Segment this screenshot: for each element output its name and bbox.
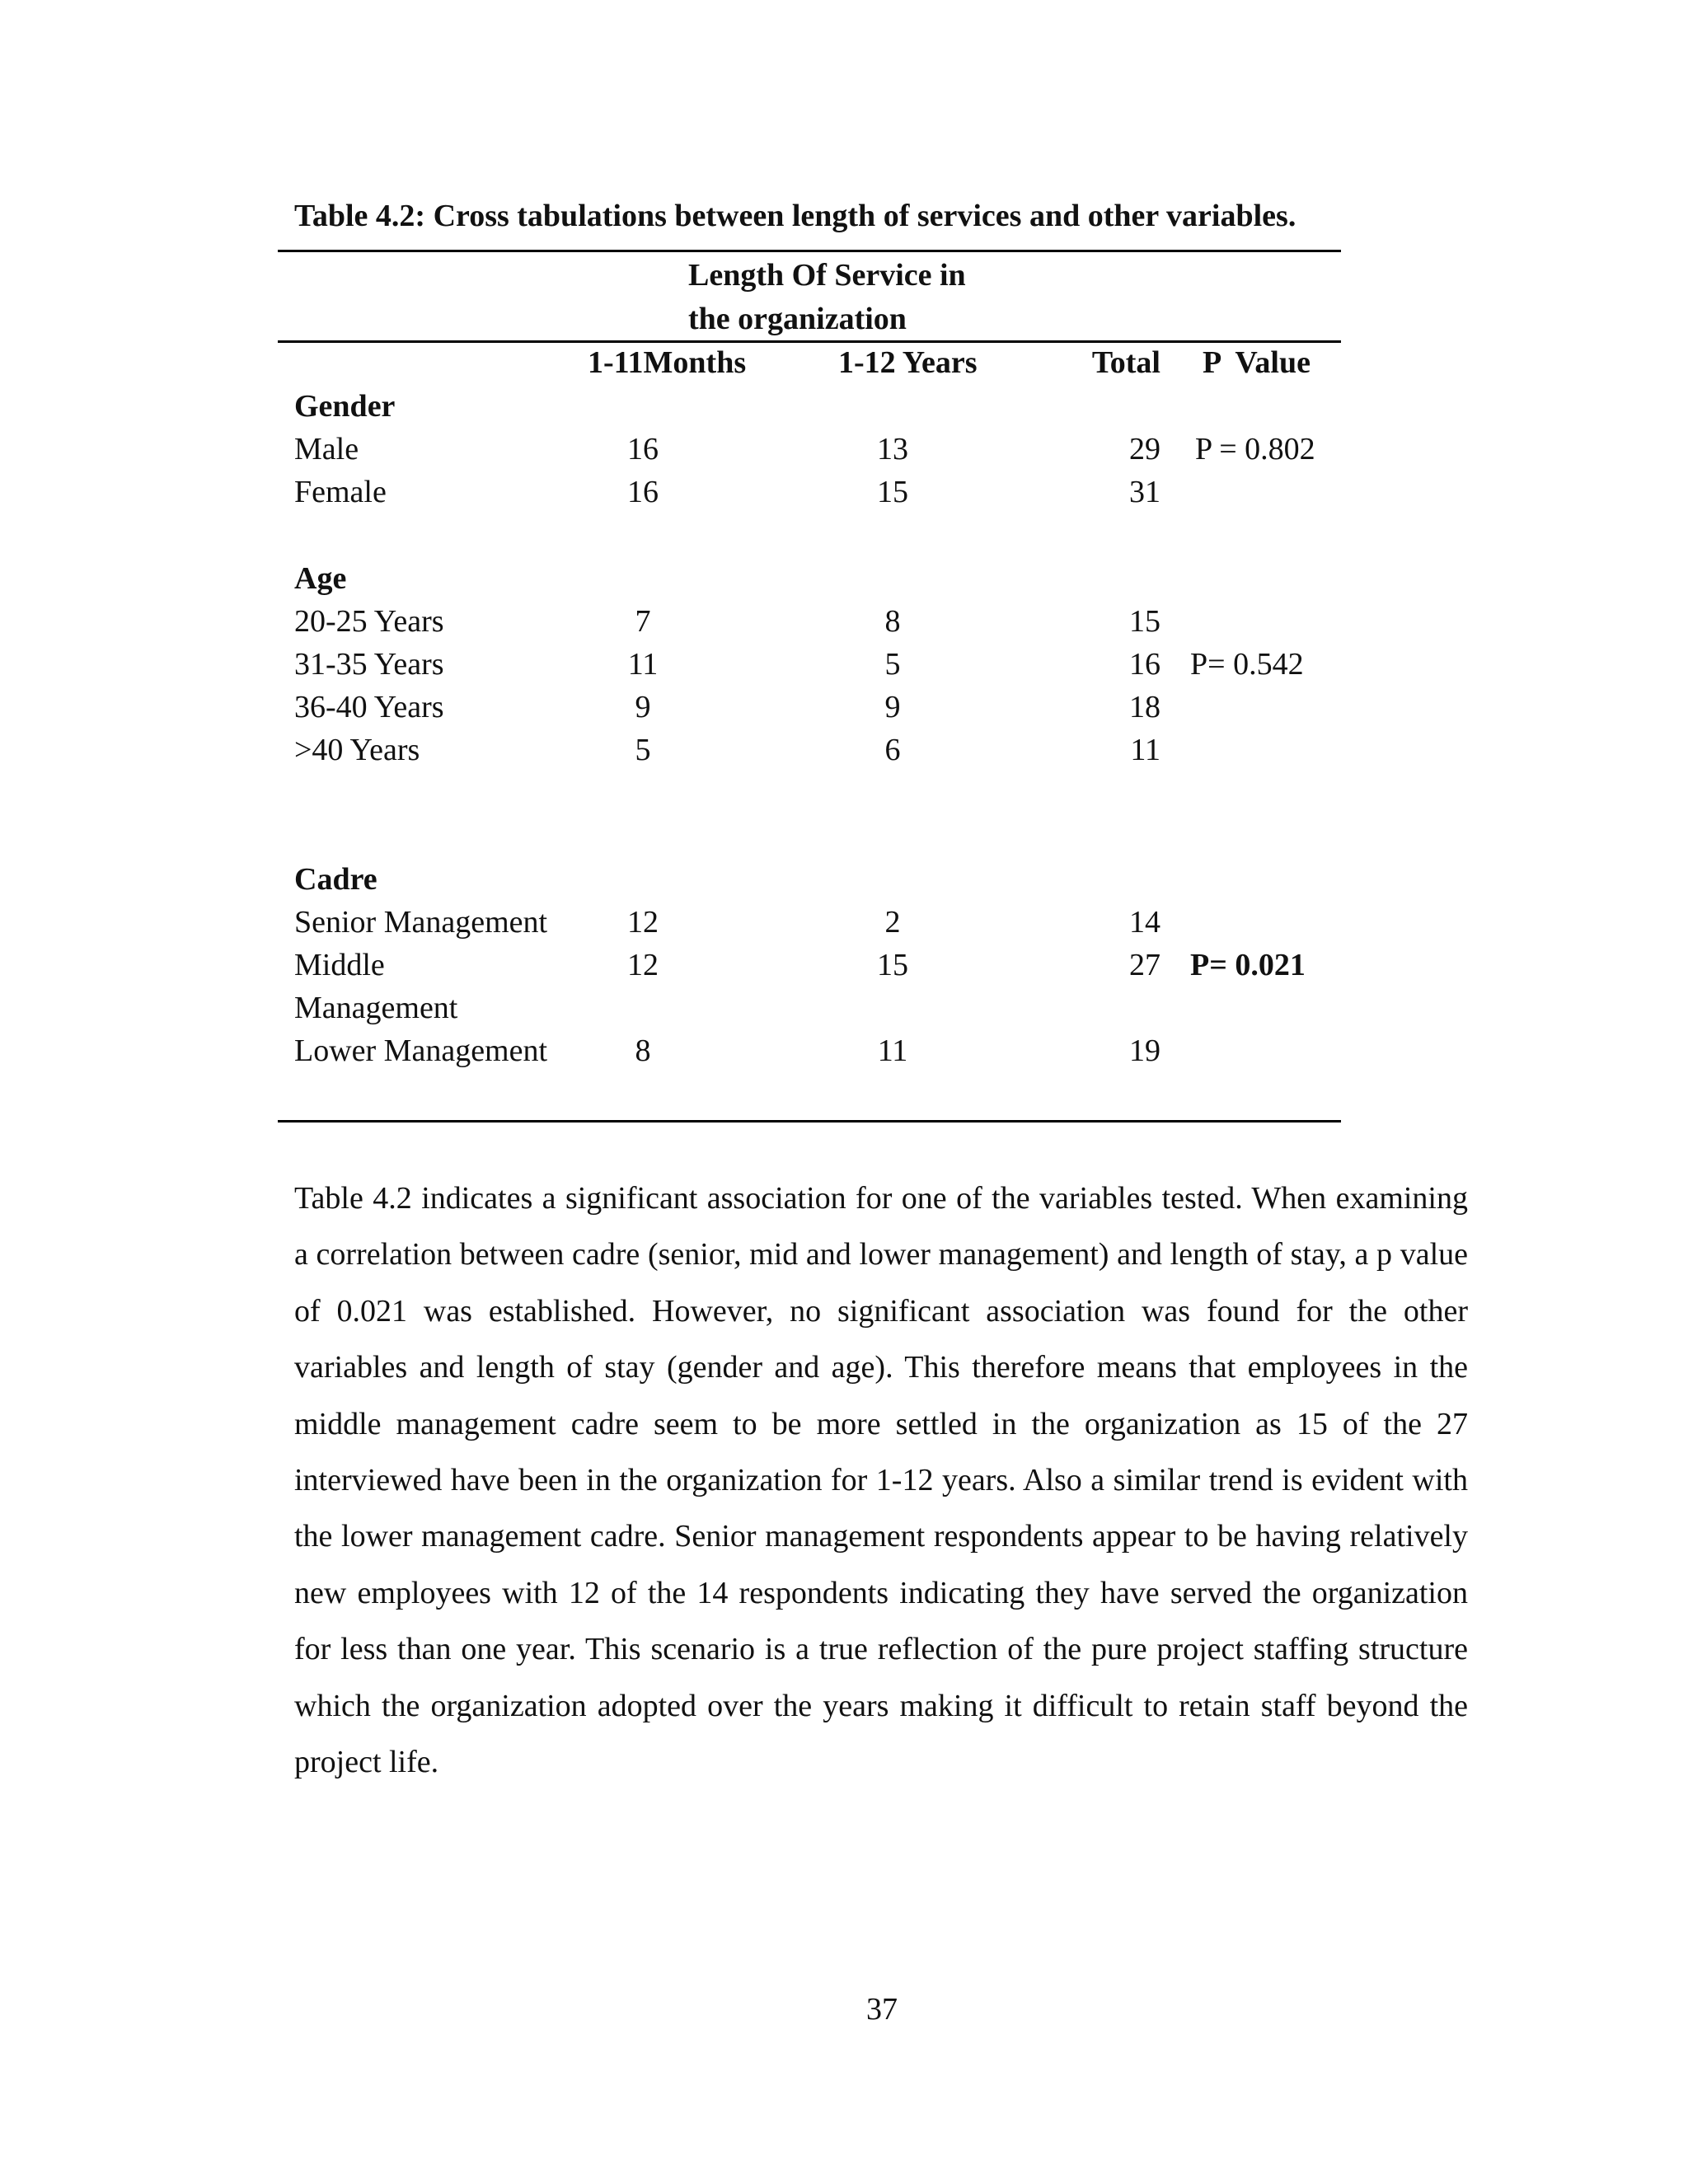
table-top-rule	[278, 250, 1341, 252]
table-row	[0, 643, 1688, 686]
column-header-months: 1-11Months	[588, 345, 747, 380]
page-number: 37	[866, 1992, 898, 2027]
cell-total: 15	[1129, 604, 1160, 639]
cell-p-value: P= 0.542	[1190, 647, 1304, 682]
cell-total: 18	[1129, 690, 1160, 724]
body-paragraph: Table 4.2 indicates a significant association for one of the variables tested. When examining a correlation between cadre (senior, mid and lower management) and length of stay, a p value of 0.021 was established. However, no significant association was found for the other variables and length of stay (gender and age). This therefore means that employees in the middle management cadre seem to be more settled in the organization as 15 of the 27 interviewed have been in the organization for 1-12 years. Also a similar trend is evident with the lower management cadre. Senior management respondents appear to be having relatively new employees with 12 of the 14 respondents indicating they have served the organization for less than one year. This scenario is a true reflection of the pure project staffing structure which the organization adopted over the years making it difficult to retain staff beyond the project life.	[294, 1181, 1468, 1780]
cell-years: 11	[877, 1033, 908, 1068]
span-header	[688, 254, 966, 341]
cell-years: 9	[884, 690, 901, 724]
group-heading-row	[0, 557, 1688, 600]
column-header-years: 1-12 Years	[838, 345, 978, 380]
cell-months: 12	[627, 948, 659, 982]
table-title: Table 4.2: Cross tabulations between length of services and other variables.	[294, 199, 1296, 233]
column-header-total: Total	[1091, 345, 1160, 380]
cell-months: 16	[627, 432, 659, 466]
row-label: 31-35 Years	[294, 647, 444, 682]
cell-p-value-significant: P= 0.021	[1190, 948, 1306, 982]
table-header-rule	[278, 340, 1341, 343]
row-label: Lower Management	[294, 1033, 548, 1068]
cell-total: 14	[1129, 905, 1160, 940]
cell-years: 2	[884, 905, 901, 940]
span-header-line2: the organization	[688, 302, 907, 336]
cell-months: 9	[635, 690, 651, 724]
table-row	[0, 471, 1688, 513]
cell-total: 19	[1129, 1033, 1160, 1068]
group-heading-cadre: Cadre	[294, 862, 377, 897]
row-label: 20-25 Years	[294, 604, 444, 639]
cell-months: 8	[635, 1033, 651, 1068]
cell-total: 31	[1129, 475, 1160, 509]
table-row	[0, 944, 1688, 987]
group-heading-age: Age	[294, 561, 347, 596]
cell-total: 16	[1129, 647, 1160, 682]
group-heading-row	[0, 858, 1688, 901]
cell-years: 5	[884, 647, 901, 682]
group-heading-gender: Gender	[294, 389, 396, 424]
table-row	[0, 1029, 1688, 1072]
cell-months: 7	[635, 604, 651, 639]
table-row	[0, 901, 1688, 944]
cell-months: 5	[635, 733, 651, 767]
row-label: 36-40 Years	[294, 690, 444, 724]
table-row	[0, 729, 1688, 771]
cell-years: 13	[877, 432, 908, 466]
cell-total: 27	[1129, 948, 1160, 982]
cell-p-value: P = 0.802	[1195, 432, 1315, 466]
row-label: >40 Years	[294, 733, 420, 767]
cell-total: 29	[1129, 432, 1160, 466]
table-row	[0, 987, 1688, 1029]
cell-years: 8	[884, 604, 901, 639]
row-label: Male	[294, 432, 359, 466]
row-label: Middle	[294, 948, 385, 982]
cell-months: 16	[627, 475, 659, 509]
cell-years: 15	[877, 948, 908, 982]
column-header-p-value: P Value	[1203, 345, 1311, 380]
group-heading-row	[0, 385, 1688, 428]
cell-months: 12	[627, 905, 659, 940]
cell-years: 6	[884, 733, 901, 767]
span-header-line1: Length Of Service in	[688, 258, 966, 293]
cell-total: 11	[1130, 733, 1160, 767]
table-row	[0, 428, 1688, 471]
table-row	[0, 600, 1688, 643]
table-row	[0, 686, 1688, 729]
row-label: Management	[294, 991, 458, 1025]
cell-months: 11	[627, 647, 659, 682]
row-label: Senior Management	[294, 905, 548, 940]
row-label: Female	[294, 475, 387, 509]
cell-years: 15	[877, 475, 908, 509]
table-bottom-rule	[278, 1120, 1341, 1122]
